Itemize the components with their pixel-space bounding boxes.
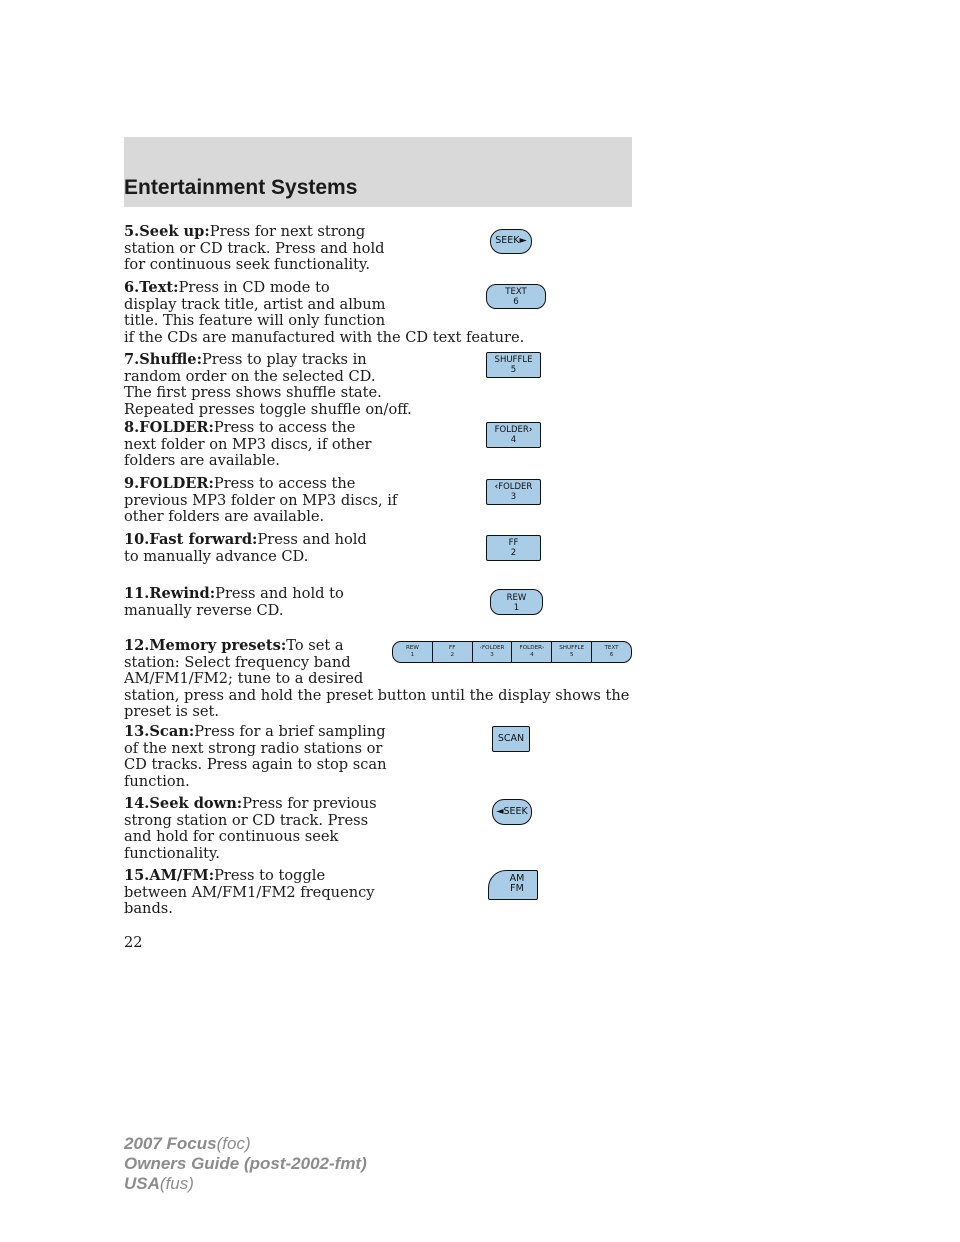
chevron-left-icon: ‹ — [494, 482, 499, 492]
rewind-button: REW 1 — [490, 589, 543, 615]
list-item-seek-down: 14.Seek down:Press for previous strong station or CD track. Press and hold for continuous seek functionality. — [124, 795, 377, 862]
item-number: 5. — [124, 223, 140, 240]
list-item-text: 6.Text:Press in CD mode to display track title, artist and album title. This feature will only function if the CDs are manufactured with the CD text feature. — [124, 279, 525, 346]
seek-up-button: SEEK► — [490, 229, 532, 254]
shuffle-button: SHUFFLE 5 — [486, 352, 541, 378]
list-item-seek-up: 5.Seek up:Press for next strong station or CD track. Press and hold for continuous seek functionality. — [124, 223, 385, 274]
page-number: 22 — [124, 934, 143, 951]
chevron-right-icon: › — [542, 645, 545, 651]
list-item-rewind: 11.Rewind:Press and hold to manually reverse CD. — [124, 585, 344, 619]
scan-button: SCAN — [492, 726, 530, 752]
preset-strip — [392, 641, 632, 663]
item-term: Seek up: — [139, 223, 210, 240]
preset-cell-2: FF 2 — [433, 642, 473, 662]
list-item-scan: 13.Scan:Press for a brief sampling of the next strong radio stations or CD tracks. Press again to stop scan function. — [124, 723, 387, 790]
list-item-am-fm: 15.AM/FM:Press to toggle between AM/FM1/FM2 frequency bands. — [124, 867, 375, 918]
folder-next-button: FOLDER› 4 — [486, 422, 541, 448]
preset-cell-6: TEXT 6 — [604, 645, 619, 658]
fast-forward-button: FF 2 — [486, 535, 541, 561]
chevron-left-icon: ‹ — [479, 645, 482, 651]
preset-cell-1: REW 1 — [393, 642, 433, 662]
list-item-folder-next: 8.FOLDER:Press to access the next folder on MP3 discs, if other folders are available. — [124, 419, 372, 470]
preset-cell-4: FOLDER› 4 — [512, 642, 552, 662]
footer: 2007 Focus(foc) Owners Guide (post-2002-fmt) USA(fus) — [124, 1134, 367, 1193]
preset-cell-5: SHUFFLE 5 — [552, 642, 592, 662]
list-item-folder-prev: 9.FOLDER:Press to access the previous MP3 folder on MP3 discs, if other folders are available. — [124, 475, 398, 526]
folder-prev-button: ‹FOLDER 3 — [486, 479, 541, 505]
list-item-memory-presets: 12.Memory presets:To set a station: Select frequency band AM/FM1/FM2; tune to a desired station, press and hold the preset button until the display shows the preset is set. — [124, 637, 630, 721]
play-right-icon: ► — [519, 235, 527, 246]
list-item-shuffle: 7.Shuffle:Press to play tracks in random order on the selected CD. The first press shows shuffle state. Repeated presses toggle shuffle on/off. — [124, 351, 412, 418]
am-fm-button: AM FM — [488, 870, 538, 900]
chevron-right-icon: › — [528, 425, 533, 435]
seek-down-button: ◄SEEK — [492, 799, 532, 825]
preset-cell-3: ‹FOLDER 3 — [473, 642, 513, 662]
page-title: Entertainment Systems — [124, 176, 358, 199]
list-item-fast-forward: 10.Fast forward:Press and hold to manually advance CD. — [124, 531, 367, 565]
text-button: TEXT 6 — [486, 284, 546, 309]
play-left-icon: ◄ — [496, 806, 504, 817]
